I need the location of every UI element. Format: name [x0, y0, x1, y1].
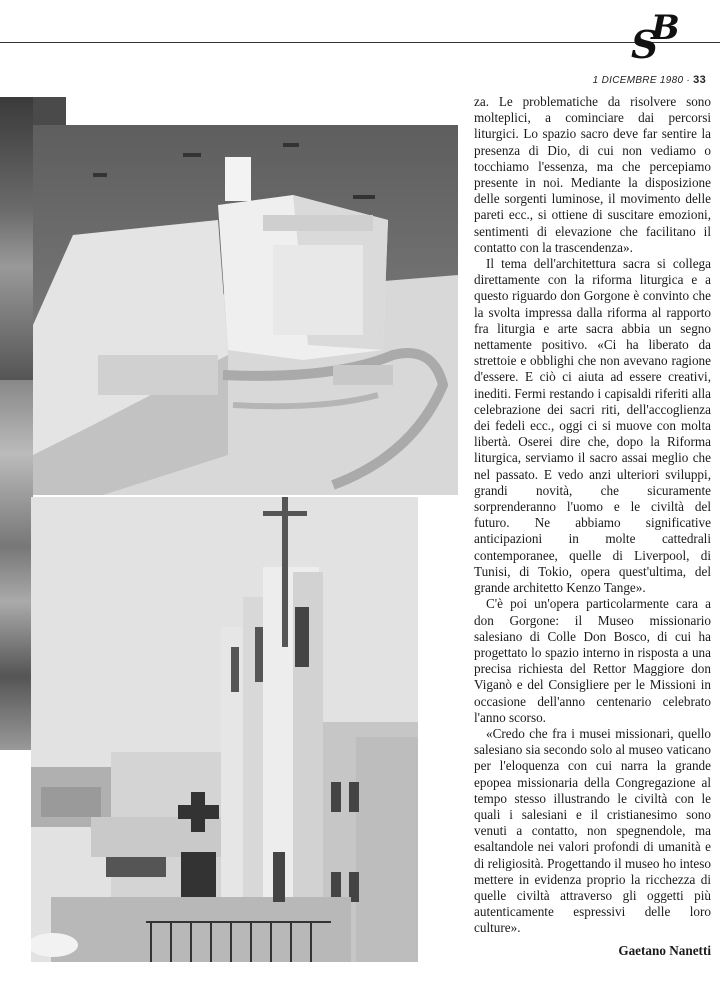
architectural-model-photo [33, 125, 458, 495]
author-signature: Gaetano Nanetti [618, 942, 711, 958]
magazine-logo [631, 8, 691, 67]
header-rule [0, 42, 720, 43]
page-number: 33 [693, 74, 706, 86]
street-photo-fragment-middle [0, 380, 33, 750]
church-illustration [31, 497, 418, 962]
statue [273, 852, 285, 902]
street-photo-fragment-corner [33, 97, 66, 125]
church-exterior-photo [31, 497, 418, 962]
model-illustration [33, 125, 458, 495]
paragraph-4: «Credo che fra i musei missionari, quello salesiano sia secondo solo al museo vaticano per l'eloquenza con cui narra la grande epopea missionaria della Congregazione al tempo stesso illustrando le civiltà con le quali i salesiani e il cristianesimo sono venuti a contatto, non spegnendole, ma esaltandole nei valori profondi di umanità e di religiosità. Progettando il museo ho inteso mettere in evidenza proprio la ricchezza di quelle civiltà attraverso gli oggetti più autenticamente espressivi delle loro culture». [474, 725, 711, 936]
issue-date: 1 DICEMBRE 1980 [592, 75, 684, 86]
paragraph-1: za. Le problematiche da risolvere sono molteplici, a cominciare dai percorsi liturgici. Lo spazio sacro deve far sentire la presenza di Dio, di cui non vediamo o tocchiamo l'essenza, ma che percepiamo presente in noi. Mediante la disposizione delle sorgenti luminose, il movimento delle pareti ecc., si ottiene di suscitare emozioni, sentimenti di elevazione che facilitano il contatto con la trascendenza». [474, 94, 711, 255]
street-photo-fragment-top [0, 97, 33, 380]
paragraph-2: Il tema dell'architettura sacra si collega direttamente con la riforma liturgica e a questo riguardo don Gorgone è convinto che la svolta impressa dalla riforma al rapporto fra liturgia e arte sacra abbia un segno nettamente positivo. «Ci ha liberato da strettoie e obblighi che non avevano ragione d'essere. E ciò ci aiuta ad essere creativi, inediti. Fermi restando i capisaldi riferiti alla celebrazione dei sacri riti, dell'accoglienza dei fedeli ecc., oggi ci si muove con molta libertà. Oserei dire che, dopo la Riforma liturgica, serviamo il sacro assai meglio che nel passato. E vedo anzi ulteriori sviluppi, grandi novità, che sicuramente sorprenderanno l'uomo e le civiltà del futuro. Ne abbiamo significative anticipazioni in molte cattedrali contemporanee, quelle di Liverpool, di Tunisi, di Tokio, opera quest'ultima, del grande architetto Kenzo Tange». [474, 256, 711, 596]
paragraph-3: C'è poi un'opera particolarmente cara a don Gorgone: il Museo missionario salesiano di Colle Don Bosco, di cui ha progettato lo spazio interno in risposta a una precisa richiesta del Rettor Maggiore don Viganò e del Consigliere per le Missioni in occasione dell'anno centenario celebrato l'anno scorso. [474, 596, 711, 725]
date-separator: · [686, 75, 691, 86]
article-column [474, 94, 711, 974]
tower-cross-icon [282, 497, 288, 647]
logo-letter-b: B [651, 8, 680, 48]
dateline [593, 74, 706, 86]
logo-letter-s: S [631, 22, 659, 67]
